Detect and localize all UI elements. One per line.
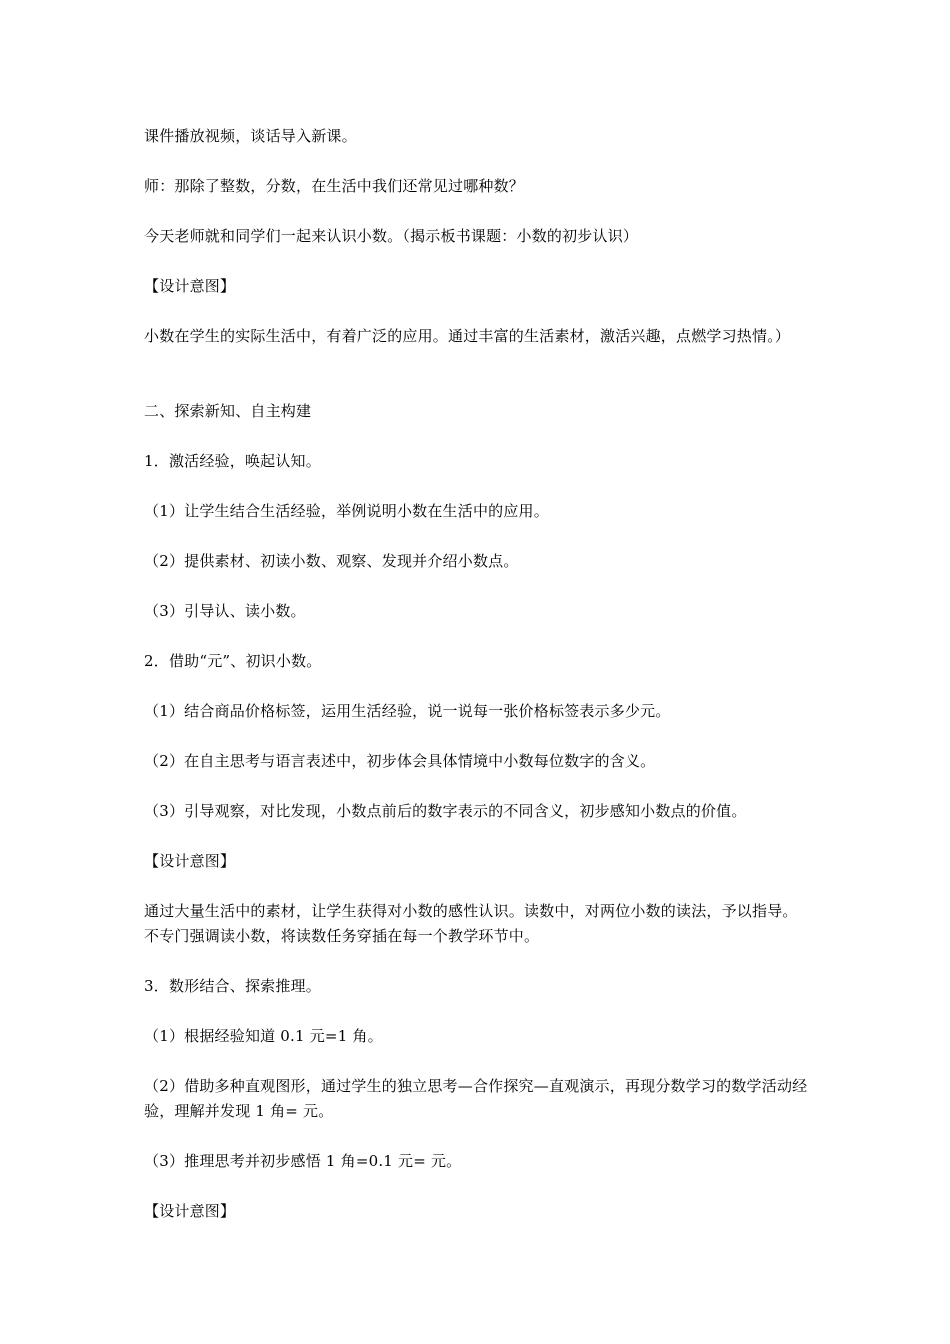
- sub-item-2-2: （2）在自主思考与语言表述中，初步体会具体情境中小数每位数字的含义。: [144, 752, 656, 770]
- paragraph-lesson-topic: 今天老师就和同学们一起来认识小数。（揭示板书课题：小数的初步认识）: [144, 227, 639, 245]
- paragraph-intent-2: 通过大量生活中的素材，让学生获得对小数的感性认识。读数中，对两位小数的读法，予以指导。不专门强调读小数，将读数任务穿插在每一个教学环节中。: [144, 902, 798, 945]
- paragraph-intro-video: 课件播放视频，谈话导入新课。: [144, 127, 357, 145]
- sub-item-3-2: （2）借助多种直观图形，通过学生的独立思考—合作探究—直观演示，再现分数学习的数学活动经验，理解并发现 1 角= 元。: [144, 1077, 808, 1120]
- sub-item-3-1: （1）根据经验知道 0.1 元=1 角。: [144, 1027, 383, 1045]
- sub-item-1-3: （3）引导认、读小数。: [144, 602, 306, 620]
- sub-item-2-3: （3）引导观察，对比发现，小数点前后的数字表示的不同含义，初步感知小数点的价值。: [144, 802, 747, 820]
- sub-item-2-1: （1）结合商品价格标签，运用生活经验，说一说每一张价格标签表示多少元。: [144, 702, 671, 720]
- sub-item-1-1: （1）让学生结合生活经验，举例说明小数在生活中的应用。: [144, 502, 549, 520]
- heading-design-intent-1: 【设计意图】: [144, 277, 236, 295]
- item-heading-2: 2．借助“元”、初识小数。: [144, 652, 322, 670]
- sub-item-3-3: （3）推理思考并初步感悟 1 角=0.1 元= 元。: [144, 1152, 462, 1170]
- item-heading-3: 3．数形结合、探索推理。: [144, 977, 321, 995]
- section-heading-explore: 二、探索新知、自主构建: [144, 402, 312, 420]
- sub-item-1-2: （2）提供素材、初读小数、观察、发现并介绍小数点。: [144, 552, 519, 570]
- paragraph-teacher-question: 师：那除了整数，分数，在生活中我们还常见过哪种数？: [144, 177, 525, 195]
- item-heading-1: 1．激活经验，唤起认知。: [144, 452, 321, 470]
- paragraph-intent-1: 小数在学生的实际生活中，有着广泛的应用。通过丰富的生活素材，激活兴趣，点燃学习热情。）: [144, 327, 791, 345]
- heading-design-intent-3: 【设计意图】: [144, 1202, 236, 1220]
- heading-design-intent-2: 【设计意图】: [144, 852, 236, 870]
